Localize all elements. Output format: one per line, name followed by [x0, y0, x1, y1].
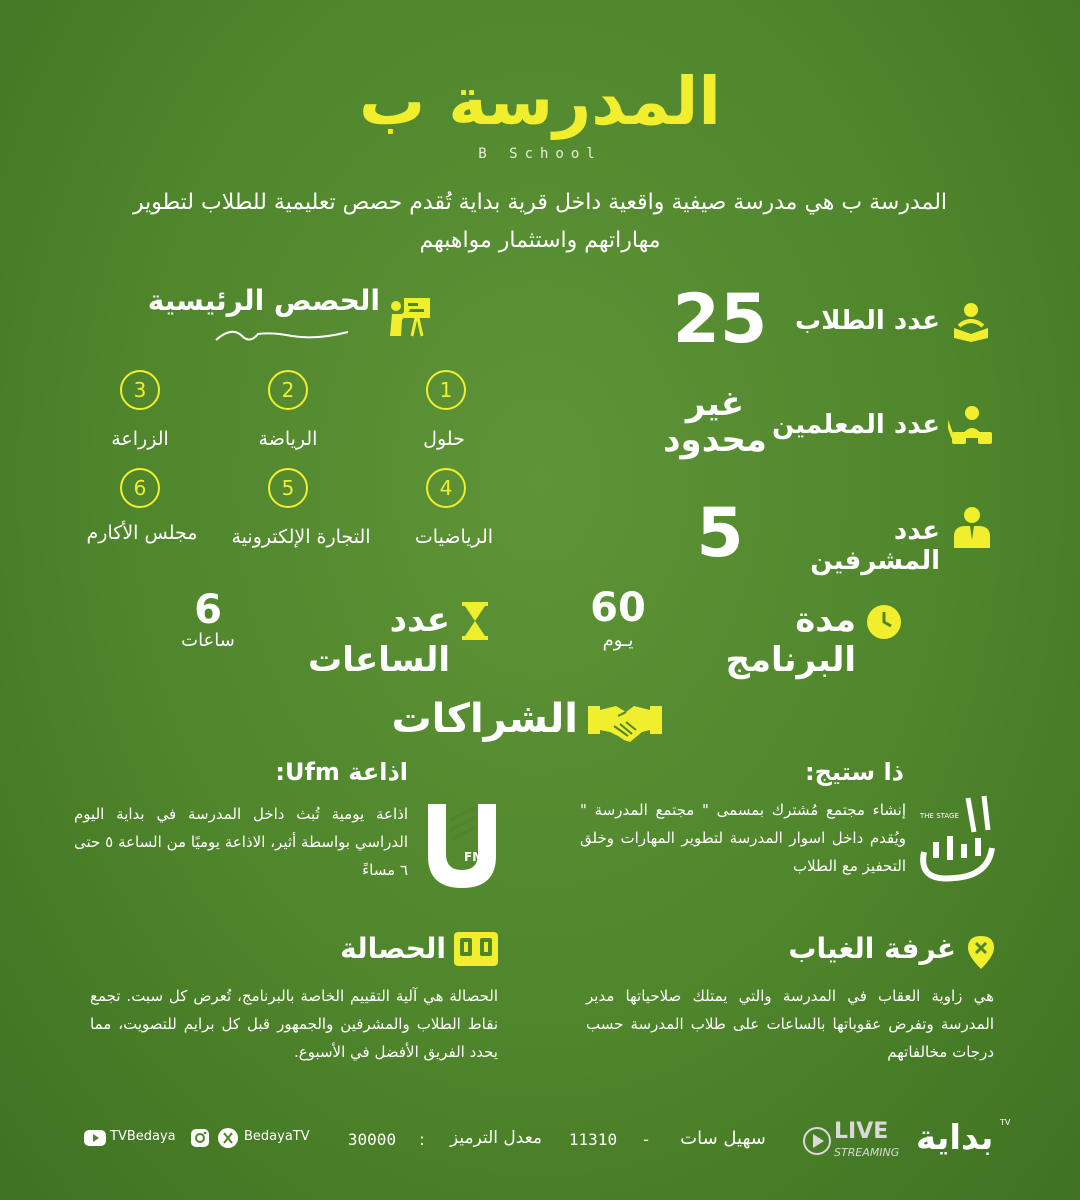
students-label: عدد الطلاب: [794, 306, 940, 336]
teachers-value-line1: غير: [685, 384, 745, 424]
students-value: 25: [672, 280, 768, 359]
class-name-5: التجارة الإلكترونية: [231, 526, 371, 548]
supervisors-label: عدد المشرفين: [810, 516, 940, 576]
teacher-icon: [948, 402, 994, 452]
class-number-5: 5: [268, 468, 308, 508]
class-number-3: 3: [120, 370, 160, 410]
instagram-icon[interactable]: [190, 1128, 210, 1148]
clock-icon: [866, 604, 902, 644]
hours-unit: ساعات: [181, 630, 235, 651]
supervisor-icon: [952, 506, 992, 552]
hourglass-icon: [462, 602, 488, 644]
classes-title-underline: [212, 322, 352, 352]
live-label: LIVE: [834, 1119, 889, 1144]
class-name-2: الرياضة: [258, 428, 318, 450]
intro-text: المدرسة ب هي مدرسة صيفية واقعية داخل قرية بداية تُقدم حصص تعليمية للطلاب لتطوير مهاراتهم واستثمار مواهبهم: [132, 190, 948, 253]
class-name-1: حلول: [423, 428, 465, 450]
teachers-label: عدد المعلمين: [771, 410, 940, 440]
satellite-name: سهيل سات: [680, 1128, 766, 1149]
page-subtitle: B School: [478, 146, 602, 162]
class-number-6: 6: [120, 468, 160, 508]
class-name-3: الزراعة: [111, 428, 169, 450]
class-name-4: الرياضيات: [414, 526, 494, 548]
class-name-6: مجلس الأكارم: [86, 522, 198, 544]
rate-label: معدل الترميز: [449, 1128, 542, 1148]
harvest-title: الحصالة: [340, 932, 446, 965]
ufm-text: اذاعة يومية تُبث داخل المدرسة في بداية اليوم الدراسي بواسطة أثير، الاذاعة يوميًا من الساعة ٥ حتى ٦ مساءً: [74, 805, 408, 879]
streaming-label: STREAMING: [834, 1146, 900, 1159]
absence-text: هي زاوية العقاب في المدرسة والتي يمتلك صلاحياتها مدير المدرسة وتفرض عقوباتها بالساعات على طلاب المدرسة حسب درجات مخالفاتهم: [586, 987, 994, 1061]
student-reading-icon: [950, 300, 992, 346]
presentation-icon: [388, 296, 432, 342]
stage-text: إنشاء مجتمع مُشترك بمسمى " مجتمع المدرسة " ويُقدم داخل اسوار المدرسة لتطوير المهارات وخلق التحفيز مع الطلاب: [580, 801, 906, 875]
page-title: المدرسة ب: [358, 63, 721, 140]
hours-label: عدد الساعات: [308, 600, 450, 680]
absence-title: غرفة الغياب: [788, 932, 956, 965]
ufm-logo: [424, 800, 500, 890]
youtube-handle[interactable]: TVBedaya: [110, 1129, 176, 1144]
class-number-2: 2: [268, 370, 308, 410]
stage-logo: [914, 792, 998, 888]
duration-value: 60: [590, 585, 646, 631]
live-play-icon: [802, 1126, 832, 1156]
youtube-icon[interactable]: [84, 1130, 106, 1146]
x-twitter-icon[interactable]: [218, 1128, 238, 1148]
stage-title: ذا ستيج:: [805, 758, 904, 786]
bedaya-logo: بداية: [916, 1118, 994, 1158]
hours-value: 6: [194, 587, 222, 633]
duration-unit: يـوم: [602, 630, 634, 651]
twitter-handle[interactable]: BedayaTV: [244, 1129, 310, 1144]
duration-label: مدة البرنامج: [725, 600, 856, 680]
classes-title: الحصص الرئيسية: [147, 284, 380, 317]
teachers-value-line2: محدود: [663, 420, 767, 460]
partnerships-title: الشراكات: [391, 696, 578, 742]
class-number-1: 1: [426, 370, 466, 410]
footer-dash: -: [643, 1130, 649, 1149]
supervisors-value: 5: [696, 494, 744, 573]
frequency-value: 11310: [568, 1130, 618, 1149]
location-x-icon: [966, 934, 996, 974]
vote-box-icon: [454, 932, 498, 970]
stage-logo-text: THE STAGE: [920, 812, 959, 820]
ufm-logo-text: FM: [464, 850, 485, 864]
footer-colon: :: [419, 1130, 425, 1149]
bedaya-logo-tv: TV: [1000, 1118, 1011, 1127]
harvest-text: الحصالة هي آلية التقييم الخاصة بالبرنامج، تُعرض كل سبت. تجمع نقاط الطلاب والمشرفين والجمهور قبل كل برايم للتصويت، مما يحدد الفريق الأفضل في الأسبوع.: [90, 987, 498, 1061]
rate-value: 30000: [347, 1130, 397, 1149]
handshake-icon: [588, 700, 662, 748]
class-number-4: 4: [426, 468, 466, 508]
ufm-title: اذاعة Ufm:: [275, 758, 408, 786]
